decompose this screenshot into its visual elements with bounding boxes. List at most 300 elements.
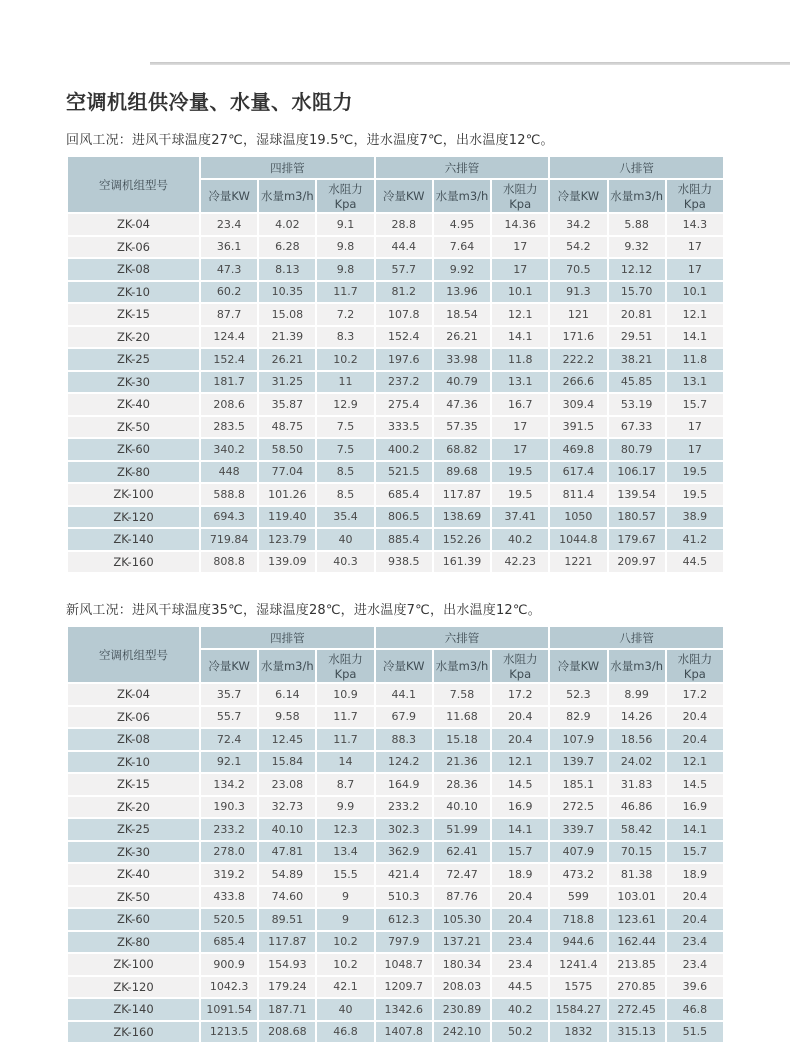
value-cell: 266.6	[550, 372, 606, 393]
value-cell: 101.26	[259, 484, 315, 505]
value-cell: 88.3	[376, 729, 432, 750]
value-cell: 797.9	[376, 932, 432, 953]
value-cell: 57.7	[376, 259, 432, 280]
subheader-cooling-capacity-4row: 冷量KW	[201, 180, 257, 212]
value-cell: 17	[667, 439, 723, 460]
value-cell: 237.2	[376, 372, 432, 393]
value-cell: 10.2	[317, 954, 373, 975]
value-cell: 62.41	[434, 842, 490, 863]
value-cell: 11	[317, 372, 373, 393]
value-cell: 119.40	[259, 507, 315, 528]
value-cell: 57.35	[434, 417, 490, 438]
value-cell: 612.3	[376, 909, 432, 930]
value-cell: 137.21	[434, 932, 490, 953]
value-cell: 694.3	[201, 507, 257, 528]
condition-text-return-air: 回风工况：进风干球温度27℃，湿球温度19.5℃，进水温度7℃，出水温度12℃。	[66, 133, 554, 148]
group-header-6-row-coil: 六排管	[376, 157, 549, 178]
page-top-divider	[150, 62, 790, 65]
value-cell: 38.21	[609, 349, 665, 370]
table-body-return-air	[68, 214, 723, 572]
subheader-water-resistance-4row: 水阻力Kpa	[317, 180, 373, 212]
value-cell: 1044.8	[550, 529, 606, 550]
value-cell: 7.64	[434, 237, 490, 258]
model-cell: ZK-04	[68, 214, 199, 235]
value-cell: 1042.3	[201, 977, 257, 998]
value-cell: 391.5	[550, 417, 606, 438]
value-cell: 17	[667, 259, 723, 280]
value-cell: 35.87	[259, 394, 315, 415]
value-cell: 52.3	[550, 684, 606, 705]
value-cell: 15.08	[259, 304, 315, 325]
table-header-group-row	[68, 157, 723, 178]
table-row	[68, 729, 723, 750]
subheader-cooling-capacity-8row: 冷量KW	[550, 650, 606, 682]
value-cell: 190.3	[201, 797, 257, 818]
value-cell: 11.7	[317, 282, 373, 303]
value-cell: 185.1	[550, 774, 606, 795]
subheader-water-flow-4row: 水量m3/h	[259, 180, 315, 212]
table-row	[68, 484, 723, 505]
value-cell: 81.2	[376, 282, 432, 303]
group-header-8-row-coil: 八排管	[550, 157, 723, 178]
value-cell: 68.82	[434, 439, 490, 460]
value-cell: 180.57	[609, 507, 665, 528]
value-cell: 15.70	[609, 282, 665, 303]
value-cell: 40.10	[259, 819, 315, 840]
value-cell: 44.5	[667, 552, 723, 573]
value-cell: 20.4	[492, 729, 548, 750]
value-cell: 12.1	[492, 304, 548, 325]
value-cell: 14.26	[609, 707, 665, 728]
value-cell: 14.36	[492, 214, 548, 235]
value-cell: 617.4	[550, 462, 606, 483]
value-cell: 23.4	[201, 214, 257, 235]
value-cell: 92.1	[201, 752, 257, 773]
value-cell: 44.1	[376, 684, 432, 705]
value-cell: 19.5	[492, 462, 548, 483]
table-row	[68, 797, 723, 818]
value-cell: 44.5	[492, 977, 548, 998]
value-cell: 21.36	[434, 752, 490, 773]
value-cell: 9.1	[317, 214, 373, 235]
value-cell: 87.76	[434, 887, 490, 908]
value-cell: 18.9	[667, 864, 723, 885]
value-cell: 13.4	[317, 842, 373, 863]
spec-table-return-air	[66, 155, 725, 574]
value-cell: 40.79	[434, 372, 490, 393]
model-cell: ZK-60	[68, 909, 199, 930]
value-cell: 20.4	[492, 887, 548, 908]
value-cell: 17	[492, 237, 548, 258]
value-cell: 17	[492, 259, 548, 280]
value-cell: 14.1	[492, 819, 548, 840]
value-cell: 9.92	[434, 259, 490, 280]
table-row	[68, 394, 723, 415]
value-cell: 1575	[550, 977, 606, 998]
value-cell: 302.3	[376, 819, 432, 840]
value-cell: 18.56	[609, 729, 665, 750]
value-cell: 275.4	[376, 394, 432, 415]
value-cell: 23.4	[667, 954, 723, 975]
subheader-water-resistance-6row: 水阻力Kpa	[492, 650, 548, 682]
subheader-water-flow-4row: 水量m3/h	[259, 650, 315, 682]
table-row	[68, 529, 723, 550]
value-cell: 12.9	[317, 394, 373, 415]
model-cell: ZK-06	[68, 237, 199, 258]
value-cell: 12.1	[492, 752, 548, 773]
table-row	[68, 1022, 723, 1043]
value-cell: 103.01	[609, 887, 665, 908]
table-row	[68, 552, 723, 573]
value-cell: 53.19	[609, 394, 665, 415]
value-cell: 421.4	[376, 864, 432, 885]
value-cell: 106.17	[609, 462, 665, 483]
value-cell: 944.6	[550, 932, 606, 953]
value-cell: 60.2	[201, 282, 257, 303]
value-cell: 20.4	[492, 909, 548, 930]
table-header-group-row	[68, 627, 723, 648]
model-cell: ZK-40	[68, 864, 199, 885]
value-cell: 14.1	[667, 327, 723, 348]
table-row	[68, 909, 723, 930]
value-cell: 4.02	[259, 214, 315, 235]
value-cell: 54.2	[550, 237, 606, 258]
value-cell: 32.73	[259, 797, 315, 818]
model-cell: ZK-140	[68, 529, 199, 550]
value-cell: 20.81	[609, 304, 665, 325]
value-cell: 10.35	[259, 282, 315, 303]
value-cell: 26.21	[259, 349, 315, 370]
value-cell: 23.4	[492, 954, 548, 975]
value-cell: 448	[201, 462, 257, 483]
value-cell: 20.4	[667, 729, 723, 750]
value-cell: 197.6	[376, 349, 432, 370]
value-cell: 24.02	[609, 752, 665, 773]
value-cell: 17	[667, 417, 723, 438]
value-cell: 28.36	[434, 774, 490, 795]
table-row	[68, 932, 723, 953]
value-cell: 105.30	[434, 909, 490, 930]
table-row	[68, 327, 723, 348]
table-row	[68, 842, 723, 863]
value-cell: 107.9	[550, 729, 606, 750]
value-cell: 407.9	[550, 842, 606, 863]
model-cell: ZK-40	[68, 394, 199, 415]
model-cell: ZK-50	[68, 417, 199, 438]
value-cell: 179.67	[609, 529, 665, 550]
value-cell: 938.5	[376, 552, 432, 573]
value-cell: 180.34	[434, 954, 490, 975]
value-cell: 12.12	[609, 259, 665, 280]
value-cell: 31.25	[259, 372, 315, 393]
value-cell: 9.8	[317, 259, 373, 280]
value-cell: 15.7	[667, 842, 723, 863]
value-cell: 16.7	[492, 394, 548, 415]
column-header-model: 空调机组型号	[68, 157, 199, 212]
value-cell: 17.2	[492, 684, 548, 705]
condition-text-fresh-air: 新风工况：进风干球温度35℃，湿球温度28℃，进水温度7℃，出水温度12℃。	[66, 603, 541, 618]
value-cell: 11.68	[434, 707, 490, 728]
value-cell: 685.4	[376, 484, 432, 505]
value-cell: 107.8	[376, 304, 432, 325]
table-row	[68, 439, 723, 460]
value-cell: 58.50	[259, 439, 315, 460]
value-cell: 1241.4	[550, 954, 606, 975]
value-cell: 10.9	[317, 684, 373, 705]
value-cell: 29.51	[609, 327, 665, 348]
subheader-water-flow-8row: 水量m3/h	[609, 180, 665, 212]
value-cell: 13.1	[492, 372, 548, 393]
value-cell: 152.4	[201, 349, 257, 370]
value-cell: 70.15	[609, 842, 665, 863]
value-cell: 233.2	[376, 797, 432, 818]
value-cell: 117.87	[259, 932, 315, 953]
value-cell: 123.79	[259, 529, 315, 550]
value-cell: 885.4	[376, 529, 432, 550]
value-cell: 41.2	[667, 529, 723, 550]
table-row	[68, 774, 723, 795]
value-cell: 806.5	[376, 507, 432, 528]
value-cell: 14.1	[492, 327, 548, 348]
value-cell: 17	[492, 417, 548, 438]
value-cell: 14.3	[667, 214, 723, 235]
value-cell: 811.4	[550, 484, 606, 505]
value-cell: 21.39	[259, 327, 315, 348]
model-cell: ZK-08	[68, 729, 199, 750]
value-cell: 35.4	[317, 507, 373, 528]
value-cell: 124.2	[376, 752, 432, 773]
table-row	[68, 887, 723, 908]
value-cell: 473.2	[550, 864, 606, 885]
value-cell: 319.2	[201, 864, 257, 885]
subheader-water-flow-6row: 水量m3/h	[434, 650, 490, 682]
value-cell: 89.68	[434, 462, 490, 483]
value-cell: 19.5	[667, 462, 723, 483]
value-cell: 11.8	[492, 349, 548, 370]
model-cell: ZK-30	[68, 372, 199, 393]
table-row	[68, 372, 723, 393]
table-row	[68, 864, 723, 885]
value-cell: 8.7	[317, 774, 373, 795]
model-cell: ZK-30	[68, 842, 199, 863]
value-cell: 17	[667, 237, 723, 258]
value-cell: 31.83	[609, 774, 665, 795]
value-cell: 46.8	[317, 1022, 373, 1043]
value-cell: 9.32	[609, 237, 665, 258]
value-cell: 44.4	[376, 237, 432, 258]
model-cell: ZK-04	[68, 684, 199, 705]
value-cell: 81.38	[609, 864, 665, 885]
value-cell: 72.47	[434, 864, 490, 885]
value-cell: 74.60	[259, 887, 315, 908]
value-cell: 9.8	[317, 237, 373, 258]
value-cell: 1584.27	[550, 999, 606, 1020]
value-cell: 1209.7	[376, 977, 432, 998]
value-cell: 161.39	[434, 552, 490, 573]
value-cell: 164.9	[376, 774, 432, 795]
value-cell: 588.8	[201, 484, 257, 505]
table-row	[68, 259, 723, 280]
group-header-8-row-coil: 八排管	[550, 627, 723, 648]
model-cell: ZK-08	[68, 259, 199, 280]
group-header-4-row-coil: 四排管	[201, 157, 374, 178]
table-row	[68, 349, 723, 370]
value-cell: 67.9	[376, 707, 432, 728]
value-cell: 51.5	[667, 1022, 723, 1043]
model-cell: ZK-100	[68, 484, 199, 505]
value-cell: 10.1	[492, 282, 548, 303]
value-cell: 82.9	[550, 707, 606, 728]
value-cell: 469.8	[550, 439, 606, 460]
value-cell: 39.6	[667, 977, 723, 998]
value-cell: 138.69	[434, 507, 490, 528]
value-cell: 12.45	[259, 729, 315, 750]
value-cell: 23.4	[667, 932, 723, 953]
value-cell: 719.84	[201, 529, 257, 550]
model-cell: ZK-160	[68, 552, 199, 573]
value-cell: 14	[317, 752, 373, 773]
value-cell: 20.4	[667, 909, 723, 930]
value-cell: 26.21	[434, 327, 490, 348]
value-cell: 87.7	[201, 304, 257, 325]
model-cell: ZK-06	[68, 707, 199, 728]
value-cell: 1342.6	[376, 999, 432, 1020]
value-cell: 7.2	[317, 304, 373, 325]
value-cell: 187.71	[259, 999, 315, 1020]
table-row	[68, 954, 723, 975]
value-cell: 55.7	[201, 707, 257, 728]
value-cell: 179.24	[259, 977, 315, 998]
value-cell: 47.36	[434, 394, 490, 415]
value-cell: 117.87	[434, 484, 490, 505]
value-cell: 222.2	[550, 349, 606, 370]
value-cell: 40	[317, 529, 373, 550]
value-cell: 11.8	[667, 349, 723, 370]
subheader-water-resistance-4row: 水阻力Kpa	[317, 650, 373, 682]
model-cell: ZK-120	[68, 507, 199, 528]
value-cell: 40.2	[492, 529, 548, 550]
value-cell: 11.7	[317, 729, 373, 750]
value-cell: 77.04	[259, 462, 315, 483]
value-cell: 685.4	[201, 932, 257, 953]
value-cell: 139.7	[550, 752, 606, 773]
value-cell: 1407.8	[376, 1022, 432, 1043]
table-row	[68, 977, 723, 998]
value-cell: 20.4	[492, 707, 548, 728]
group-header-6-row-coil: 六排管	[376, 627, 549, 648]
value-cell: 16.9	[667, 797, 723, 818]
value-cell: 510.3	[376, 887, 432, 908]
value-cell: 270.85	[609, 977, 665, 998]
value-cell: 18.54	[434, 304, 490, 325]
value-cell: 51.99	[434, 819, 490, 840]
model-cell: ZK-25	[68, 819, 199, 840]
value-cell: 134.2	[201, 774, 257, 795]
value-cell: 400.2	[376, 439, 432, 460]
subheader-water-flow-8row: 水量m3/h	[609, 650, 665, 682]
subheader-water-resistance-8row: 水阻力Kpa	[667, 650, 723, 682]
value-cell: 339.7	[550, 819, 606, 840]
value-cell: 15.7	[667, 394, 723, 415]
table-row	[68, 752, 723, 773]
return-air-condition-section	[66, 129, 725, 574]
table-row	[68, 214, 723, 235]
value-cell: 208.03	[434, 977, 490, 998]
value-cell: 9.58	[259, 707, 315, 728]
value-cell: 20.4	[667, 707, 723, 728]
value-cell: 80.79	[609, 439, 665, 460]
value-cell: 10.2	[317, 932, 373, 953]
value-cell: 89.51	[259, 909, 315, 930]
table-row	[68, 282, 723, 303]
value-cell: 13.96	[434, 282, 490, 303]
value-cell: 242.10	[434, 1022, 490, 1043]
value-cell: 17	[492, 439, 548, 460]
value-cell: 16.9	[492, 797, 548, 818]
value-cell: 33.98	[434, 349, 490, 370]
value-cell: 5.88	[609, 214, 665, 235]
value-cell: 15.18	[434, 729, 490, 750]
value-cell: 23.4	[492, 932, 548, 953]
value-cell: 48.75	[259, 417, 315, 438]
value-cell: 38.9	[667, 507, 723, 528]
subheader-water-resistance-8row: 水阻力Kpa	[667, 180, 723, 212]
value-cell: 433.8	[201, 887, 257, 908]
value-cell: 12.3	[317, 819, 373, 840]
value-cell: 4.95	[434, 214, 490, 235]
value-cell: 278.0	[201, 842, 257, 863]
model-cell: ZK-60	[68, 439, 199, 460]
value-cell: 362.9	[376, 842, 432, 863]
value-cell: 162.44	[609, 932, 665, 953]
value-cell: 599	[550, 887, 606, 908]
value-cell: 67.33	[609, 417, 665, 438]
value-cell: 14.5	[667, 774, 723, 795]
value-cell: 1048.7	[376, 954, 432, 975]
value-cell: 808.8	[201, 552, 257, 573]
value-cell: 46.8	[667, 999, 723, 1020]
value-cell: 12.1	[667, 752, 723, 773]
table-row	[68, 707, 723, 728]
value-cell: 340.2	[201, 439, 257, 460]
value-cell: 42.1	[317, 977, 373, 998]
subheader-cooling-capacity-6row: 冷量KW	[376, 180, 432, 212]
value-cell: 315.13	[609, 1022, 665, 1043]
value-cell: 7.5	[317, 417, 373, 438]
value-cell: 333.5	[376, 417, 432, 438]
value-cell: 124.4	[201, 327, 257, 348]
value-cell: 9	[317, 887, 373, 908]
model-cell: ZK-120	[68, 977, 199, 998]
model-cell: ZK-10	[68, 282, 199, 303]
value-cell: 15.5	[317, 864, 373, 885]
table-row	[68, 999, 723, 1020]
value-cell: 139.54	[609, 484, 665, 505]
value-cell: 50.2	[492, 1022, 548, 1043]
value-cell: 8.5	[317, 484, 373, 505]
value-cell: 900.9	[201, 954, 257, 975]
model-cell: ZK-10	[68, 752, 199, 773]
fresh-air-condition-section	[66, 599, 725, 1044]
value-cell: 20.4	[667, 887, 723, 908]
value-cell: 1832	[550, 1022, 606, 1043]
group-header-4-row-coil: 四排管	[201, 627, 374, 648]
value-cell: 40	[317, 999, 373, 1020]
model-cell: ZK-25	[68, 349, 199, 370]
value-cell: 1221	[550, 552, 606, 573]
table-row	[68, 684, 723, 705]
value-cell: 171.6	[550, 327, 606, 348]
